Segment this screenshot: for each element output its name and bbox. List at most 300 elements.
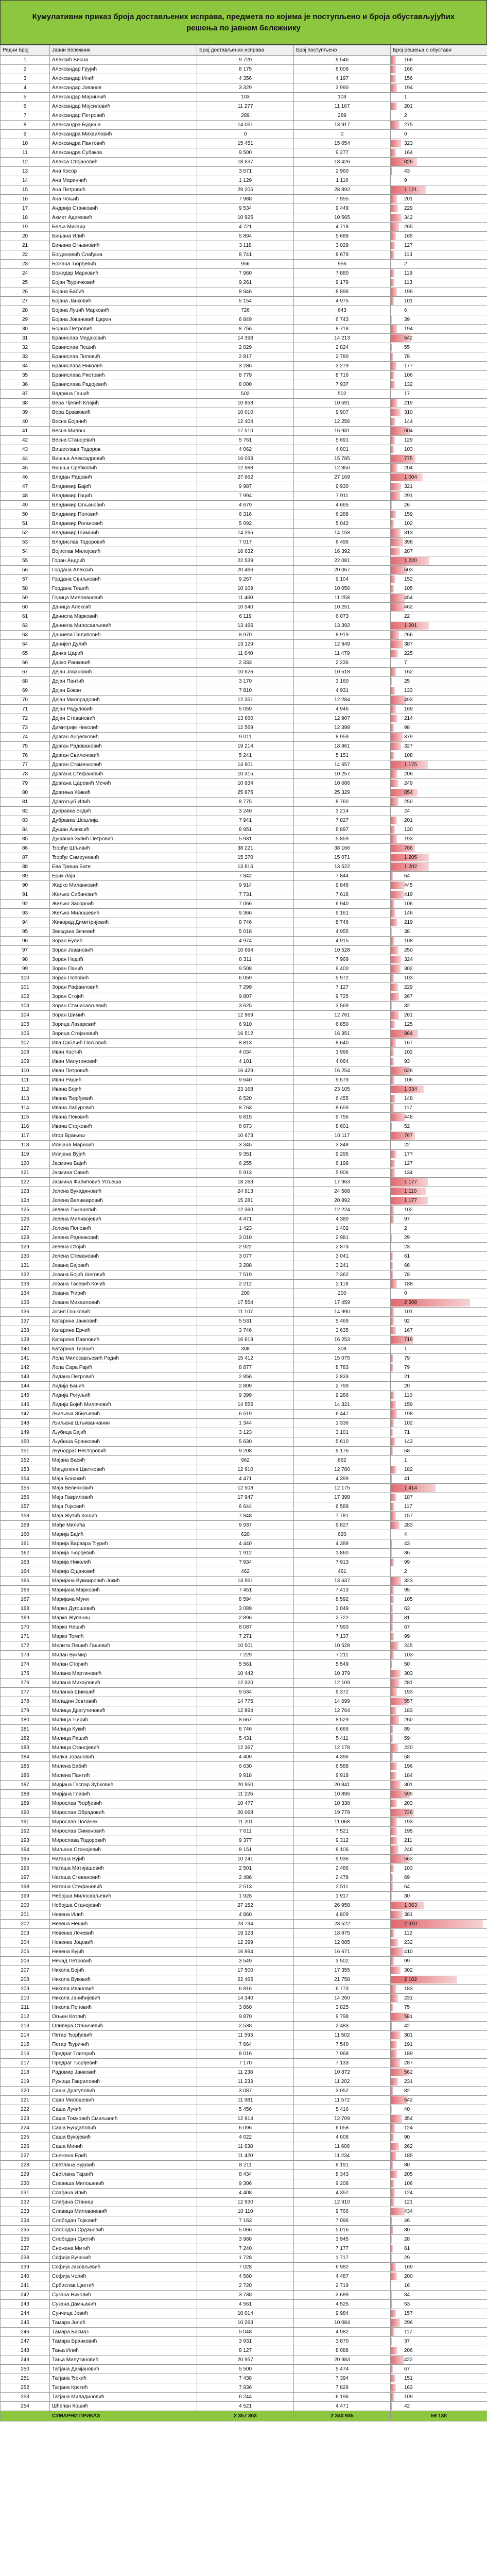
row-docs: 4 356 [197,74,294,83]
row-docs: 25 875 [197,788,294,798]
row-stopped [391,1549,487,1558]
row-docs: 5 048 [197,2328,294,2337]
stopped-value: 581 [404,2014,413,2020]
table-row [1,417,487,427]
row-processed: 6 447 [294,1410,391,1419]
row-notary: Бојана Јовановић Цврен [50,315,197,325]
row-docs: 3 571 [197,167,294,176]
table-row [1,65,487,74]
stopped-value: 24 [404,808,410,814]
stopped-value: 301 [404,2032,413,2038]
table-row [1,900,487,909]
row-index: 120 [1,1159,50,1168]
row-notary: Светлана Тарзић [50,2170,197,2179]
row-docs: 10 925 [197,213,294,223]
row-stopped [391,575,487,584]
table-row [1,649,487,658]
row-notary: Јасмина Бајић [50,1159,197,1168]
row-notary: Марија Бајић [50,1530,197,1539]
stopped-value: 101 [404,1309,413,1315]
table-row [1,1187,487,1196]
row-processed: 8 659 [294,1104,391,1113]
row-index: 152 [1,1456,50,1465]
stopped-value: 63 [404,1606,410,1612]
table-row [1,1623,487,1632]
row-notary: Лидана Петровић [50,1372,197,1382]
row-docs: 13 660 [197,714,294,723]
row-processed: 9 179 [294,278,391,287]
row-docs: 8 746 [197,918,294,927]
table-row [1,2096,487,2105]
stopped-value: 493 [404,697,413,703]
row-stopped [391,1085,487,1094]
row-stopped [391,287,487,297]
stopped-value: 106 [404,372,413,378]
row-notary: Ана Чоњић [50,195,197,204]
row-index: 17 [1,204,50,213]
row-index: 57 [1,575,50,584]
row-stopped [391,1910,487,1920]
table-row [1,2216,487,2226]
row-index: 195 [1,1855,50,1864]
row-docs: 13 129 [197,640,294,649]
row-notary: Милан Стојчић [50,1660,197,1669]
row-index: 51 [1,519,50,529]
row-processed: 9 756 [294,1113,391,1122]
row-processed: 8 716 [294,371,391,380]
row-notary: Бојана Петровић [50,325,197,334]
row-docs: 11 226 [197,1790,294,1799]
row-stopped [391,2198,487,2207]
row-docs: 10 241 [197,1855,294,1864]
stopped-value: 159 [404,512,413,517]
row-docs: 7 960 [197,269,294,278]
row-index: 125 [1,1206,50,1215]
row-processed: 8 919 [294,631,391,640]
row-stopped [391,352,487,362]
stopped-value: 321 [404,484,413,489]
row-docs: 7 299 [197,983,294,992]
stopped-value: 61 [404,2246,410,2251]
table-row [1,352,487,362]
row-notary: Невена Илић [50,1910,197,1920]
row-processed: 12 761 [294,1011,391,1020]
row-stopped [391,362,487,371]
notary-table [0,45,487,2421]
stopped-value: 767 [404,1133,413,1139]
row-processed: 2 118 [294,1280,391,1289]
row-processed: 5 549 [294,1660,391,1669]
row-docs: 9 937 [197,1521,294,1530]
row-docs: 4 974 [197,937,294,946]
stopped-value: 342 [404,215,413,221]
table-row [1,1289,487,1298]
table-row [1,779,487,788]
stopped-value: 117 [404,1105,412,1111]
row-index: 45 [1,464,50,473]
row-processed: 6 496 [294,538,391,547]
row-index: 116 [1,1122,50,1131]
row-processed: 5 469 [294,1317,391,1326]
row-stopped [391,594,487,603]
row-notary: Драган Свиленовић [50,751,197,760]
table-row [1,1215,487,1224]
table-row [1,2365,487,2374]
table-row [1,325,487,334]
row-stopped [391,1827,487,1836]
row-notary: Софија Вученић [50,2253,197,2263]
row-processed: 17 398 [294,1493,391,1502]
row-processed: 8 760 [294,798,391,807]
row-stopped [391,1920,487,1929]
row-notary: Марко Томић [50,1632,197,1641]
row-index: 36 [1,380,50,389]
table-row [1,176,487,185]
row-notary: Ева Триша Бате [50,862,197,872]
stopped-value: 127 [404,1161,413,1166]
row-stopped [391,538,487,547]
row-processed: 3 279 [294,362,391,371]
row-processed: 6 773 [294,1985,391,1994]
row-index: 237 [1,2244,50,2253]
row-docs: 9 306 [197,2179,294,2189]
row-processed: 1 717 [294,2253,391,2263]
table-row [1,1326,487,1335]
row-stopped [391,1762,487,1771]
row-index: 106 [1,1029,50,1039]
row-stopped [391,1957,487,1966]
stopped-value: 595 [404,1791,413,1797]
stopped-value: 93 [404,1059,410,1064]
row-index: 9 [1,130,50,139]
stopped-value: 34 [404,2292,410,2298]
row-processed: 7 955 [294,195,391,204]
row-index: 27 [1,297,50,306]
row-notary: Мајана Васић [50,1456,197,1465]
stopped-value: 125 [404,1022,413,1027]
row-docs: 23 734 [197,1920,294,1929]
table-row [1,1966,487,1975]
row-notary: Вишња Алексадровић [50,454,197,464]
table-row [1,1252,487,1261]
row-stopped [391,1437,487,1447]
row-docs: 11 277 [197,102,294,111]
row-stopped [391,1530,487,1539]
row-stopped [391,2059,487,2068]
table-row [1,1716,487,1725]
stopped-value: 231 [404,1995,413,2001]
table-row [1,1864,487,1873]
row-stopped [391,1873,487,1883]
table-row [1,723,487,733]
row-notary: Маја Гојковић [50,1502,197,1512]
table-row [1,575,487,584]
stopped-value: 169 [404,2264,413,2270]
row-notary: Саво Милошевић [50,2096,197,2105]
table-row [1,130,487,139]
stopped-value: 79 [404,1365,410,1370]
row-notary: Лидија Банић [50,1382,197,1391]
row-processed: 4 718 [294,223,391,232]
stopped-value: 61 [404,1253,410,1259]
row-index: 210 [1,1994,50,2003]
row-processed: 3 049 [294,1604,391,1614]
row-notary: Маријана Муни [50,1595,197,1604]
table-row [1,427,487,436]
row-notary: Лела Сара Рајић [50,1363,197,1372]
row-processed: 7 913 [294,1558,391,1567]
row-stopped [391,1688,487,1697]
table-row [1,454,487,464]
row-index: 66 [1,658,50,668]
row-notary: Слађана Илић [50,2189,197,2198]
row-stopped [391,705,487,714]
row-index: 110 [1,1066,50,1076]
row-index: 53 [1,538,50,547]
row-docs: 16 512 [197,1029,294,1039]
row-docs: 962 [197,1456,294,1465]
row-processed: 16 392 [294,547,391,556]
row-stopped [391,2216,487,2226]
table-row [1,1076,487,1085]
table-row [1,1085,487,1094]
row-notary: Тамара Бакмаз [50,2328,197,2337]
row-docs: 9 377 [197,1836,294,1845]
row-docs: 1 129 [197,176,294,185]
row-stopped [391,250,487,260]
row-stopped [391,649,487,658]
row-index: 84 [1,825,50,835]
row-index: 185 [1,1762,50,1771]
table-row [1,1475,487,1484]
row-notary: Ђорђе Шљивић [50,844,197,853]
table-row [1,1308,487,1317]
row-stopped [391,1706,487,1716]
row-stopped [391,556,487,566]
stopped-value: 183 [404,1708,413,1714]
row-index: 19 [1,223,50,232]
stopped-value: 9 [404,178,407,183]
table-row [1,2142,487,2151]
row-index: 243 [1,2300,50,2309]
row-stopped [391,1372,487,1382]
row-docs: 7 240 [197,2244,294,2253]
row-processed: 9 104 [294,575,391,584]
row-docs: 14 265 [197,529,294,538]
row-docs: 10 263 [197,2318,294,2328]
row-notary: Зоран Јовановић [50,946,197,955]
row-index: 207 [1,1966,50,1975]
table-row [1,1873,487,1883]
table-row [1,260,487,269]
row-notary: Зоран Стојић [50,992,197,1002]
row-index: 137 [1,1317,50,1326]
row-processed: 4 931 [294,686,391,696]
row-stopped [391,612,487,621]
table-row [1,760,487,770]
row-docs: 11 460 [197,594,294,603]
row-docs: 4 062 [197,445,294,454]
row-stopped [391,260,487,269]
row-processed: 2 478 [294,1873,391,1883]
row-processed: 7 969 [294,955,391,964]
row-docs: 10 010 [197,408,294,417]
row-stopped [391,1521,487,1530]
row-processed: 502 [294,389,391,399]
row-processed: 862 [294,1456,391,1465]
row-notary: Сузана Николић [50,2291,197,2300]
table-row [1,1781,487,1790]
row-stopped [391,909,487,918]
row-docs: 3 329 [197,83,294,93]
row-notary: Татјана Крстић [50,2383,197,2393]
row-stopped [391,1512,487,1521]
row-processed: 9 918 [294,1771,391,1781]
row-docs: 5 561 [197,1660,294,1669]
row-notary: Невена Нешић [50,1920,197,1929]
row-docs: 8 741 [197,250,294,260]
row-index: 134 [1,1289,50,1298]
row-docs: 6 746 [197,1725,294,1734]
row-stopped [391,2393,487,2402]
row-stopped [391,1753,487,1762]
row-stopped [391,1716,487,1725]
stopped-value: 445 [404,883,413,888]
row-processed: 6 288 [294,510,391,519]
row-docs: 11 640 [197,649,294,658]
row-docs: 16 033 [197,454,294,464]
table-row [1,770,487,779]
stopped-value: 98 [404,725,410,731]
table-row [1,1855,487,1864]
row-index: 150 [1,1437,50,1447]
table-header-row [1,45,487,56]
table-row [1,2068,487,2077]
row-docs: 9 011 [197,733,294,742]
stopped-value: 23 [404,1244,410,1250]
row-docs: 9 720 [197,56,294,65]
table-row [1,1595,487,1604]
row-notary: Софија Чолић [50,2272,197,2281]
table-row [1,278,487,287]
stopped-value: 231 [404,2079,413,2084]
stopped-value: 324 [404,957,413,962]
row-stopped [391,2318,487,2328]
row-stopped [391,1289,487,1298]
row-processed: 38 166 [294,844,391,853]
stopped-value: 42 [404,2403,410,2409]
table-row [1,983,487,992]
stopped-value: 206 [404,2348,413,2353]
row-stopped [391,1641,487,1651]
row-index: 58 [1,584,50,594]
row-processed: 308 [294,1345,391,1354]
row-notary: Светлана Вујовић [50,2161,197,2170]
table-row [1,195,487,204]
row-index: 143 [1,1372,50,1382]
stopped-value: 196 [404,1764,413,1769]
row-index: 8 [1,121,50,130]
table-row [1,1298,487,1308]
row-notary: Милан Вукмир [50,1651,197,1660]
stopped-value: 302 [404,1968,413,1973]
row-docs: 9 914 [197,881,294,890]
row-processed: 13 917 [294,121,391,130]
row-processed: 12 224 [294,1206,391,1215]
row-docs: 6 244 [197,2393,294,2402]
stopped-value: 32 [404,1003,410,1009]
row-docs: 3 286 [197,362,294,371]
stopped-value: 92 [404,1318,410,1324]
row-stopped [391,1261,487,1270]
row-stopped [391,1280,487,1289]
row-stopped [391,2077,487,2087]
row-index: 194 [1,1845,50,1855]
row-docs: 13 816 [197,862,294,872]
row-notary: Слободан Срдановић [50,2226,197,2235]
row-index: 203 [1,1929,50,1938]
row-docs: 2 829 [197,343,294,352]
row-docs: 8 127 [197,2346,294,2355]
row-index: 179 [1,1706,50,1716]
stopped-value: 198 [404,1411,413,1417]
row-docs: 9 208 [197,1447,294,1456]
stopped-value: 775 [404,456,413,462]
row-docs: 9 366 [197,909,294,918]
row-notary: Ненад Петровић [50,1957,197,1966]
row-docs: 5 531 [197,1317,294,1326]
table-row [1,2189,487,2198]
row-processed: 8 592 [294,1595,391,1604]
row-processed: 9 725 [294,992,391,1002]
row-index: 97 [1,946,50,955]
row-docs: 17 510 [197,427,294,436]
row-stopped [391,798,487,807]
row-docs: 1 912 [197,1549,294,1558]
row-processed: 9 930 [294,482,391,492]
table-row [1,2291,487,2300]
table-row [1,482,487,492]
table-row [1,798,487,807]
stopped-value: 127 [404,243,413,248]
row-docs: 6 630 [197,1762,294,1771]
table-row [1,584,487,594]
row-notary: Александар Грујић [50,65,197,74]
row-processed: 9 208 [294,2179,391,2189]
row-stopped [391,1048,487,1057]
row-processed: 4 008 [294,2133,391,2142]
table-row [1,510,487,519]
stopped-value: 157 [404,2311,413,2316]
table-row [1,1029,487,1039]
stopped-value: 261 [404,1012,413,1018]
row-stopped [391,1308,487,1317]
row-notary: Сунчица Јовић [50,2309,197,2318]
row-docs: 27 152 [197,1901,294,1910]
row-processed: 17 355 [294,1966,391,1975]
row-stopped [391,1011,487,1020]
row-docs: 4 034 [197,1048,294,1057]
stopped-value: 117 [404,2329,412,2335]
stopped-value: 105 [404,586,413,591]
row-processed: 11 502 [294,2031,391,2040]
row-processed: 5 972 [294,974,391,983]
row-notary: Вера Пјевић Клајић [50,399,197,408]
row-stopped [391,1456,487,1465]
row-stopped [391,529,487,538]
row-index: 145 [1,1391,50,1400]
row-processed: 10 591 [294,399,391,408]
